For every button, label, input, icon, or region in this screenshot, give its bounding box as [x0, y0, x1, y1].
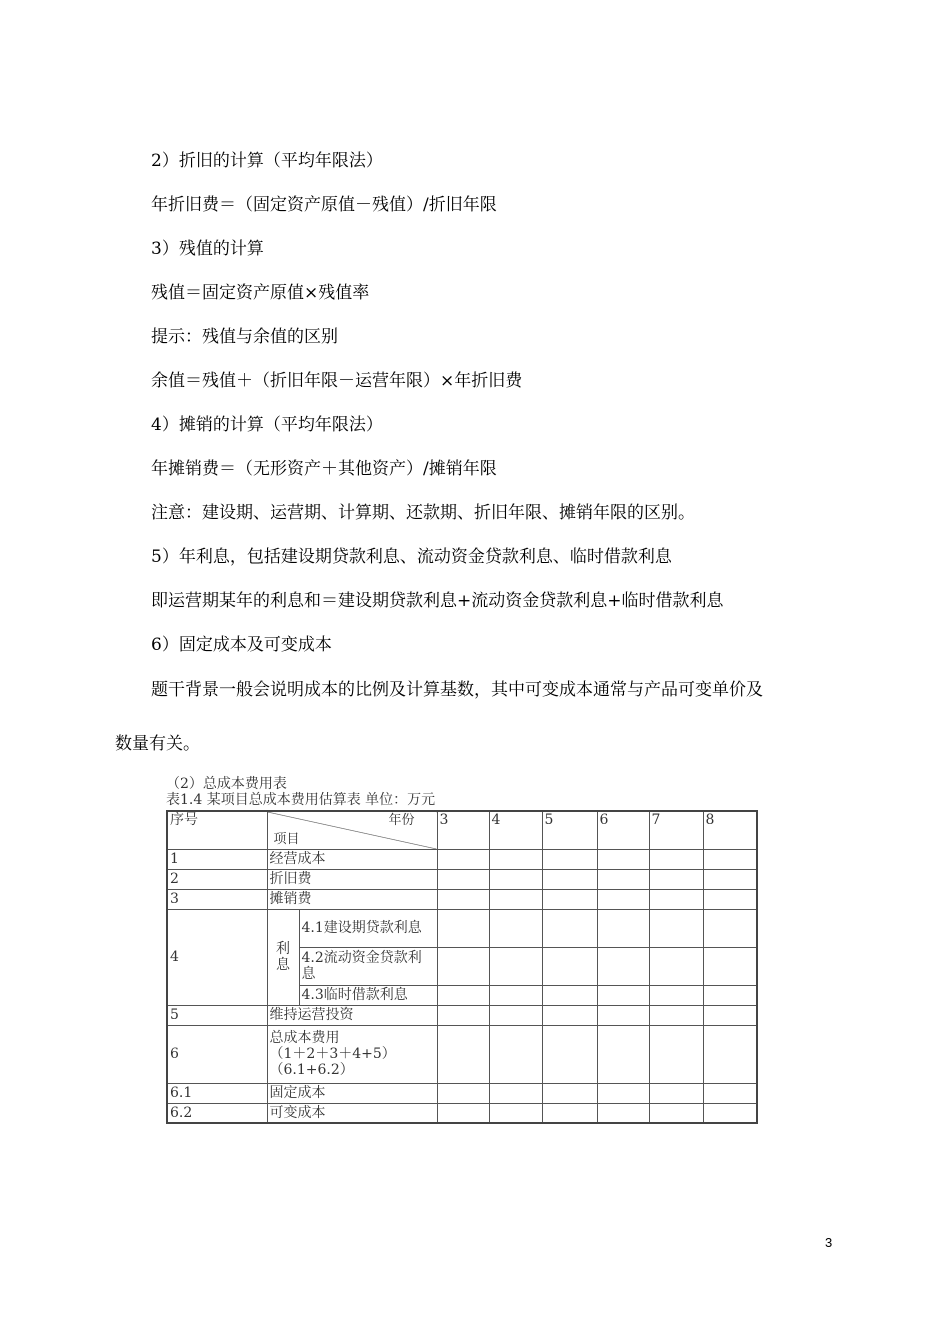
paragraph-3: 3）残值的计算: [151, 239, 264, 259]
row-item: 经营成本: [267, 849, 437, 869]
total-line-1: 总成本费用: [269, 1030, 340, 1046]
paragraph-11: 即运营期某年的利息和＝建设期贷款利息+流动资金贷款利息+临时借款利息: [151, 591, 724, 611]
paragraph-5: 提示：残值与余值的区别: [151, 327, 338, 347]
paragraph-7: 4）摊销的计算（平均年限法）: [151, 415, 383, 435]
table-row: [167, 909, 757, 947]
row-seq: 2: [167, 869, 267, 889]
row-seq: 3: [167, 889, 267, 909]
row-item: 维持运营投资: [267, 1005, 437, 1025]
table-row: [167, 869, 757, 889]
year-col-7: 7: [649, 811, 703, 849]
year-col-6: 6: [597, 811, 649, 849]
paragraph-2: 年折旧费＝（固定资产原值－残值）/折旧年限: [151, 195, 497, 215]
item-header: 项目: [273, 831, 300, 847]
paragraph-10: 5）年利息，包括建设期贷款利息、流动资金贷款利息、临时借款利息: [151, 547, 672, 567]
table-section-title: （2）总成本费用表: [166, 776, 287, 792]
paragraph-12: 6）固定成本及可变成本: [151, 635, 332, 655]
table-row: [167, 1005, 757, 1025]
table-caption: 表1.4 某项目总成本费用估算表 单位：万元: [166, 792, 436, 808]
total-line-3: （6.1+6.2）: [269, 1062, 354, 1078]
row-item: 4.2流动资金贷款利息: [299, 947, 437, 985]
row-seq: 6.1: [167, 1083, 267, 1103]
year-col-5: 5: [542, 811, 597, 849]
row-item: 折旧费: [267, 869, 437, 889]
year-header: 年份: [388, 813, 415, 828]
paragraph-1: 2）折旧的计算（平均年限法）: [151, 151, 383, 171]
paragraph-4: 残值＝固定资产原值×残值率: [151, 283, 370, 303]
seq-header: 序号: [167, 811, 267, 849]
row-seq: 1: [167, 849, 267, 869]
cost-estimate-table: [166, 810, 758, 1124]
year-col-3: 3: [437, 811, 489, 849]
row-seq: 5: [167, 1005, 267, 1025]
row-seq: 6: [167, 1025, 267, 1083]
page-number: 3: [825, 1235, 833, 1250]
table-row: [167, 1083, 757, 1103]
table-row: [167, 889, 757, 909]
paragraph-8: 年摊销费＝（无形资产＋其他资产）/摊销年限: [151, 459, 497, 479]
row-item: 4.1建设期贷款利息: [299, 909, 437, 947]
year-col-8: 8: [703, 811, 757, 849]
year-col-4: 4: [489, 811, 542, 849]
row-item-total: [267, 1025, 437, 1083]
row-item: 固定成本: [267, 1083, 437, 1103]
row-item: 摊销费: [267, 889, 437, 909]
header-row: [167, 811, 757, 849]
table-row: [167, 1103, 757, 1123]
table-row: [167, 1025, 757, 1083]
interest-group-text: 利息: [276, 941, 290, 973]
total-line-2: （1＋2＋3＋4+5）: [269, 1046, 396, 1062]
row-item: 4.3临时借款利息: [299, 985, 437, 1005]
paragraph-14: 数量有关。: [115, 734, 200, 754]
paragraph-9: 注意：建设期、运营期、计算期、还款期、折旧年限、摊销年限的区别。: [151, 503, 695, 523]
paragraph-6: 余值＝残值＋（折旧年限－运营年限）×年折旧费: [151, 371, 523, 391]
row-seq: 6.2: [167, 1103, 267, 1123]
interest-group-label: [267, 909, 299, 1005]
row-item: 可变成本: [267, 1103, 437, 1123]
row-seq: 4: [167, 909, 267, 1005]
table-row: [167, 849, 757, 869]
paragraph-13: 题干背景一般会说明成本的比例及计算基数，其中可变成本通常与产品可变单价及: [151, 680, 763, 700]
cost-table-figure: [166, 776, 766, 1124]
diagonal-header-cell: [267, 811, 437, 849]
